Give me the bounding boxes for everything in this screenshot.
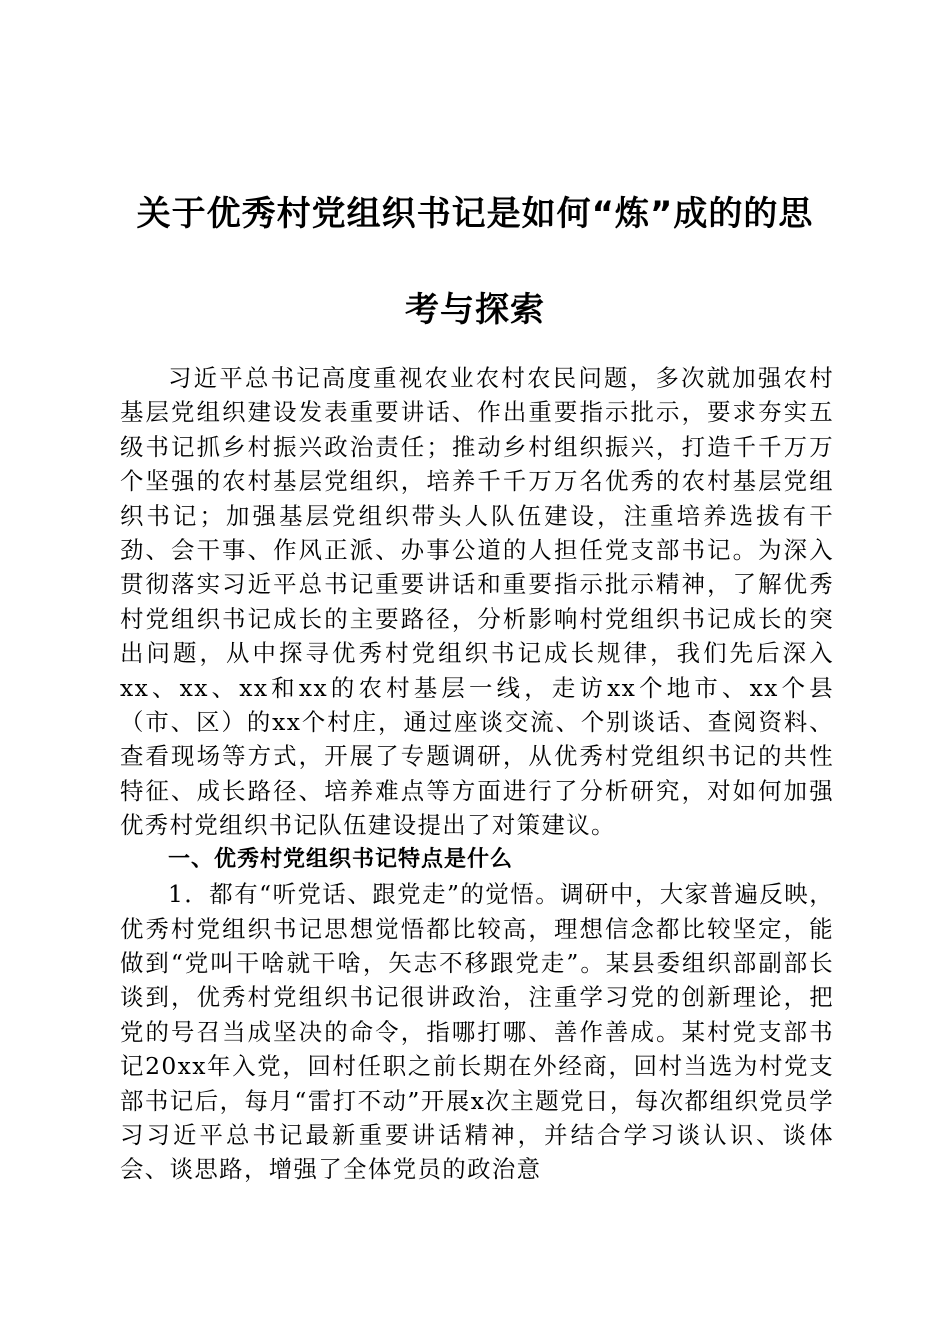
title-line-2: 考与探索	[405, 290, 545, 330]
section-heading-1: 一、优秀村党组织书记特点是什么	[168, 846, 514, 872]
title-line-1: 关于优秀村党组织书记是如何“炼”成的的思	[136, 194, 814, 234]
intro-paragraph: 习近平总书记高度重视农业农村农民问题，多次就加强农村基层党组织建设发表重要讲话、作出重要指示批示，要求夯实五级书记抓乡村振兴政治责任；推动乡村组织振兴，打造千千万万个坚强的农村基层党组织，培养千千万万名优秀的农村基层党组织书记；加强基层党组织带头人队伍建设，注重培养选拔有干劲、会干事、作风正派、办事公道的人担任党支部书记。为深入贯彻落实习近平总书记重要讲话和重要指示批示精神，了解优秀村党组织书记成长的主要路径，分析影响村党组织书记成长的突出问题，从中探寻优秀村党组织书记成长规律，我们先后深入xx、xx、xx和xx的农村基层一线，走访xx个地市、xx个县（市、区）的xx个村庄，通过座谈交流、个别谈话、查阅资料、查看现场等方式，开展了专题调研，从优秀村党组织书记的共性特征、成长路径、培养难点等方面进行了分析研究，对如何加强优秀村党组织书记队伍建设提出了对策建议。	[120, 364, 834, 840]
document-body	[120, 361, 834, 1187]
document-title	[110, 166, 840, 358]
point-1-paragraph: 1．都有“听党话、跟党走”的觉悟。调研中，大家普遍反映，优秀村党组织书记思想觉悟都比较高，理想信念都比较坚定，能做到“党叫干啥就干啥，矢志不移跟党走”。某县委组织部副部长谈到，优秀村党组织书记很讲政治，注重学习党的创新理论，把党的号召当成坚决的命令，指哪打哪、善作善成。某村党支部书记20xx年入党，回村任职之前长期在外经商，回村当选为村党支部书记后，每月“雷打不动”开展x次主题党日，每次都组织党员学习习近平总书记最新重要讲话精神，并结合学习谈认识、谈体会、谈思路，增强了全体党员的政治意	[120, 880, 834, 1184]
